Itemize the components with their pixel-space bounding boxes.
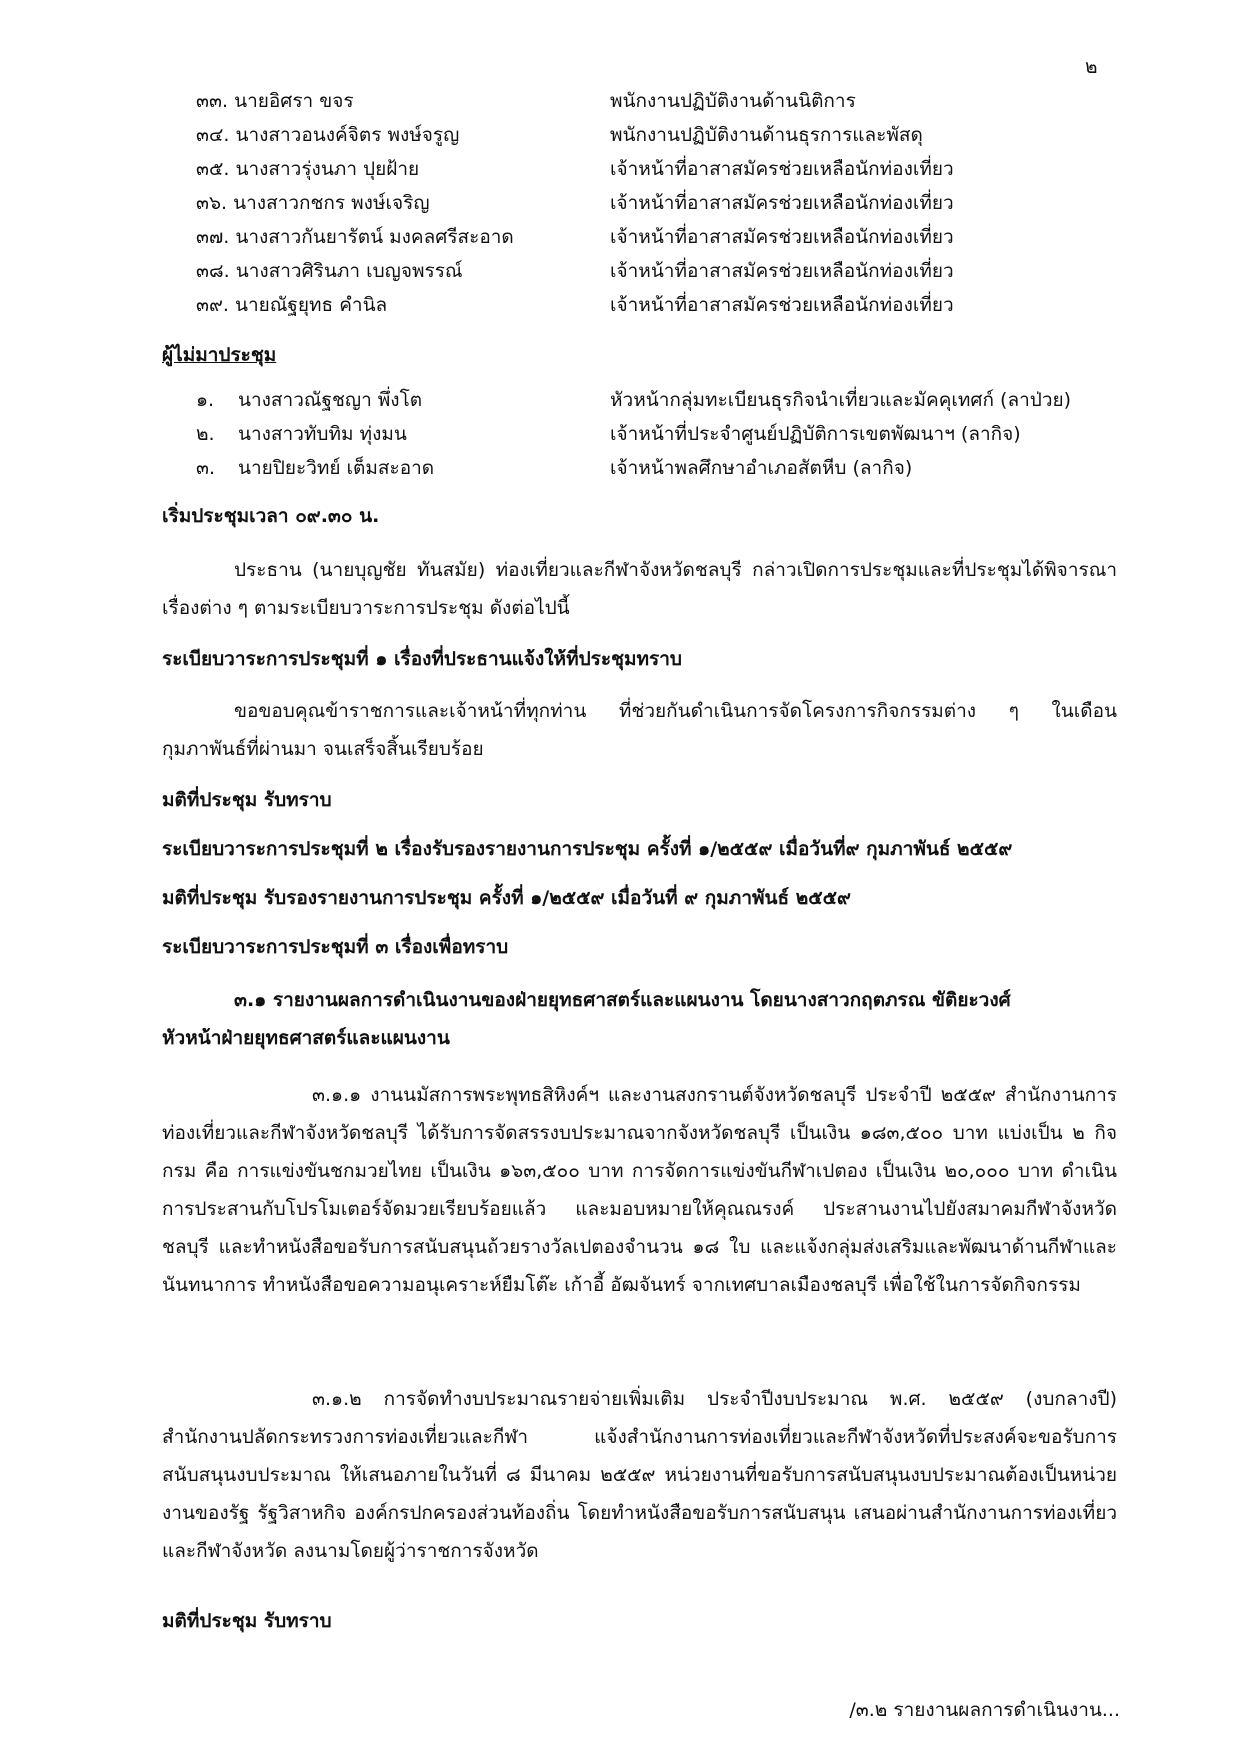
attendee-role: พนักงานปฏิบัติงานด้านธุรการและพัสดุ: [610, 124, 923, 146]
attendee-row: ๓๔. นางสาวอนงค์จิตร พงษ์จรูญ: [196, 124, 460, 146]
attendee-role: เจ้าหน้าที่อาสาสมัครช่วยเหลือนักท่องเที่ยว: [610, 158, 954, 180]
absentee-role: หัวหน้ากลุ่มทะเบียนธุรกิจนำเที่ยวและมัคคุเทศก์ (ลาป่วย): [610, 389, 1072, 411]
absentee-role: เจ้าหน้าที่ประจำศูนย์ปฏิบัติการเขตพัฒนาฯ (ลากิจ): [610, 423, 1021, 445]
agenda-1-title: ระเบียบวาระการประชุมที่ ๑ เรื่องที่ประธานแจ้งให้ที่ประชุมทราบ: [162, 648, 682, 670]
attendee-role: เจ้าหน้าที่อาสาสมัครช่วยเหลือนักท่องเที่ยว: [610, 260, 954, 282]
absentee-number: ๓.: [196, 457, 216, 479]
section-3-1-subtitle: หัวหน้าฝ่ายยุทธศาสตร์และแผนงาน: [162, 1027, 450, 1049]
item-3-1-2: ๓.๑.๒ การจัดทำงบประมาณรายจ่ายเพิ่มเติม ประจำปีงบประมาณ พ.ศ. ๒๕๕๙ (งบกลางปี) สำนักงานปลัดกระทรวงการท่องเที่ยวและกีฬา แจ้งสำนักงานการท่องเที่ยวและกีฬาจังหวัดที่ประสงค์จะขอรับการสนับสนุนงบประมาณ ให้เสนอภายในวันที่ ๘ มีนาคม ๒๕๕๙ หน่วยงานที่ขอรับการสนับสนุนงบประมาณต้องเป็นหน่วยงานของรัฐ รัฐวิสาหกิจ องค์กรปกครองส่วนท้องถิ่น โดยทำหนังสือขอรับการสนับสนุน เสนอผ่านสำนักงานการท่องเที่ยวและกีฬาจังหวัด ลงนามโดยผู้ว่าราชการจังหวัด: [162, 1388, 1117, 1562]
attendee-row: ๓๘. นางสาวศิรินภา เบญจพรรณ์: [196, 260, 463, 282]
absentee-number: ๒.: [196, 423, 215, 445]
start-time: เริ่มประชุมเวลา ๐๙.๓๐ น.: [162, 505, 380, 527]
attendee-row: ๓๓. นายอิศรา ขจร: [196, 90, 354, 112]
agenda-2-title: ระเบียบวาระการประชุมที่ ๒ เรื่องรับรองรายงานการประชุม ครั้งที่ ๑/๒๕๕๙ เมื่อวันที่๙ กุมภาพันธ์ ๒๕๕๙: [162, 838, 1013, 860]
continuation-note: /๓.๒ รายงานผลการดำเนินงาน...: [849, 1699, 1120, 1721]
section-3-1-title: ๓.๑ รายงานผลการดำเนินงานของฝ่ายยุทธศาสตร์และแผนงาน โดยนางสาวกฤตภรณ ขัติยะวงศ์: [234, 989, 1011, 1011]
attendee-role: เจ้าหน้าที่อาสาสมัครช่วยเหลือนักท่องเที่ยว: [610, 226, 954, 248]
absentee-name: นางสาวทับทิม ทุ่งมน: [238, 423, 407, 445]
attendee-row: ๓๙. นายณัฐยุทธ คำนิล: [196, 294, 388, 316]
item-3-1-1: ๓.๑.๑ งานนมัสการพระพุทธสิหิงค์ฯ และงานสงกรานต์จังหวัดชลบุรี ประจำปี ๒๕๕๙ สำนักงานการท่องเที่ยวและกีฬาจังหวัดชลบุรี ได้รับการจัดสรรงบประมาณจากจังหวัดชลบุรี เป็นเงิน ๑๘๓,๕๐๐ บาท แบ่งเป็น ๒ กิจกรม คือ การแข่งขันชกมวยไทย เป็นเงิน ๑๖๓,๕๐๐ บาท การจัดการแข่งขันกีฬาเปตอง เป็นเงิน ๒๐,๐๐๐ บาท ดำเนินการประสานกับโปรโมเตอร์จัดมวยเรียบร้อยแล้ว และมอบหมายให้คุณณรงค์ ประสานงานไปยังสมาคมกีฬาจังหวัดชลบุรี และทำหนังสือขอรับการสนับสนุนถ้วยรางวัลเปตองจำนวน ๑๘ ใบ และแจ้งกลุ่มส่งเสริมและพัฒนาด้านกีฬาและนันทนาการ ทำหนังสือขอความอนุเคราะห์ยืมโต๊ะ เก้าอี้ อัฒจันทร์ จากเทศบาลเมืองชลบุรี เพื่อใช้ในการจัดกิจกรรม: [162, 1084, 1117, 1296]
absent-heading: ผู้ไม่มาประชุม: [162, 344, 277, 366]
opening-paragraph: ประธาน (นายบุญชัย ทันสมัย) ท่องเที่ยวและกีฬาจังหวัดชลบุรี กล่าวเปิดการประชุมและที่ประชุมได้พิจารณาเรื่องต่าง ๆ ตามระเบียบวาระการประชุม ดังต่อไปนี้: [162, 559, 1117, 619]
attendee-row: ๓๕. นางสาวรุ่งนภา ปุยฝ้าย: [196, 158, 420, 180]
absentee-number: ๑.: [196, 389, 215, 411]
attendee-role: เจ้าหน้าที่อาสาสมัครช่วยเหลือนักท่องเที่ยว: [610, 294, 954, 316]
attendee-role: พนักงานปฏิบัติงานด้านนิติการ: [610, 90, 856, 112]
absentee-role: เจ้าหน้าพลศึกษาอำเภอสัตหีบ (ลากิจ): [610, 457, 913, 479]
page-number: ๒: [1085, 56, 1098, 78]
attendee-row: ๓๖. นางสาวกชกร พงษ์เจริญ: [196, 192, 430, 214]
attendee-row: ๓๗. นางสาวกันยารัตน์ มงคลศรีสะอาด: [196, 226, 514, 248]
resolution-1: มติที่ประชุม รับทราบ: [162, 789, 332, 811]
absentee-name: นางสาวณัฐชญา พึ่งโต: [238, 389, 423, 411]
absentee-name: นายปิยะวิทย์ เต็มสะอาด: [238, 457, 435, 479]
agenda-3-title: ระเบียบวาระการประชุมที่ ๓ เรื่องเพื่อทราบ: [162, 936, 509, 958]
resolution-3: มติที่ประชุม รับทราบ: [162, 1610, 332, 1632]
resolution-2: มติที่ประชุม รับรองรายงานการประชุม ครั้งที่ ๑/๒๕๕๙ เมื่อวันที่ ๙ กุมภาพันธ์ ๒๕๕๙: [162, 887, 851, 909]
agenda-1-text: ขอขอบคุณข้าราชการและเจ้าหน้าที่ทุกท่าน ที่ช่วยกันดำเนินการจัดโครงการกิจกรรมต่าง ๆ ในเดือนกุมภาพันธ์ที่ผ่านมา จนเสร็จสิ้นเรียบร้อย: [162, 700, 1117, 760]
attendee-role: เจ้าหน้าที่อาสาสมัครช่วยเหลือนักท่องเที่ยว: [610, 192, 954, 214]
